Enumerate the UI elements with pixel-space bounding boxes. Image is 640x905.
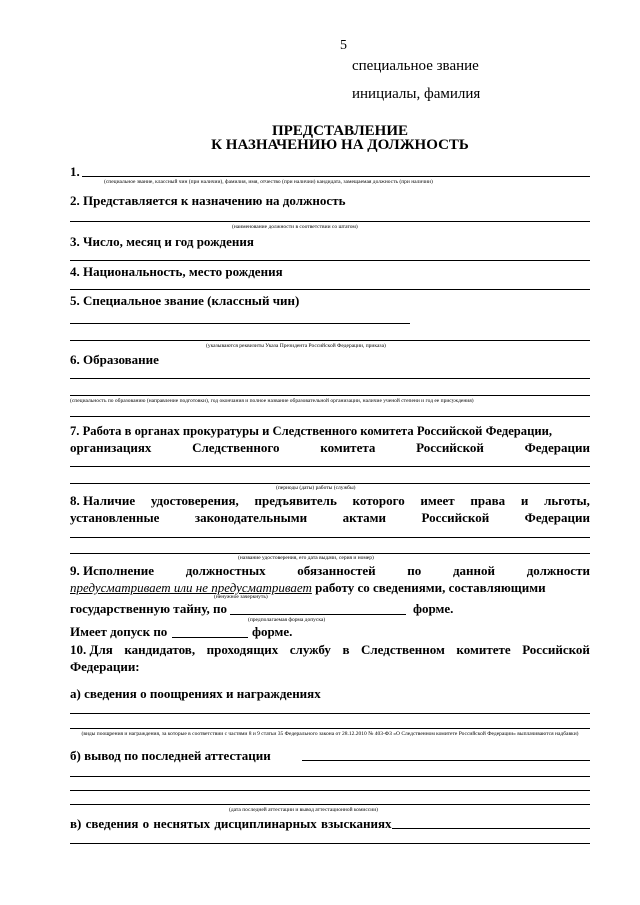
word: которого: [352, 493, 405, 508]
word: права: [470, 493, 506, 508]
word: в: [342, 642, 350, 657]
word: Федерации: [524, 510, 590, 525]
section-9-caption-strike: (ненужное зачеркнуть): [214, 594, 268, 600]
word: должностных: [185, 563, 266, 578]
section-9-italic-choice: предусматривает или не предусматривает: [70, 580, 312, 595]
section-5-field-1[interactable]: [70, 323, 410, 324]
header-rank: специальное звание: [352, 58, 479, 74]
section-8-field-1[interactable]: [70, 537, 590, 538]
section-5-field-2[interactable]: [70, 340, 590, 341]
word: комитета: [320, 440, 376, 455]
section-10c-field-2[interactable]: [70, 843, 590, 844]
section-9-line1: [70, 563, 590, 579]
section-6-field-2[interactable]: [70, 395, 590, 396]
section-3-label: 3. Число, месяц и год рождения: [70, 234, 254, 249]
section-8-line2: [70, 510, 590, 526]
word: актами: [342, 510, 386, 525]
section-2-label: 2. Представляется к назначению на должность: [70, 193, 346, 208]
section-9-form-field[interactable]: [230, 614, 406, 615]
doc-title-line2: К НАЗНАЧЕНИЮ НА ДОЛЖНОСТЬ: [211, 137, 469, 153]
section-7-line1: 7. Работа в органах прокуратуры и Следственного комитета Российской Федерации,: [70, 424, 552, 438]
word: и: [520, 493, 529, 508]
word: имеет: [420, 493, 455, 508]
section-8-field-2[interactable]: [70, 553, 590, 554]
word: законодательными: [194, 510, 308, 525]
section-7-caption: (периоды (даты) работы (службы): [276, 485, 356, 491]
section-10b-field-2[interactable]: [70, 776, 590, 777]
section-9-line2-rest: работу со сведениями, составляющими: [315, 580, 546, 595]
section-9-access-end: форме.: [252, 624, 293, 639]
section-9-line3-start: государственную тайну, по: [70, 601, 227, 616]
header-name: инициалы, фамилия: [352, 86, 481, 102]
section-6-caption: (специальность по образованию (направление подготовки), год окончания и полное название образовательной организации, наличие ученой степени и год ее присуждения): [70, 398, 474, 404]
word: Следственном: [361, 642, 445, 657]
section-1-caption: (специальное звание, классный чин (при наличии), фамилия, имя, отчество (при наличии) кандидата, замещаемая должность (при наличии): [104, 179, 433, 185]
section-8-caption: (название удостоверения, его дата выдачи, серия и номер): [238, 555, 374, 561]
word: Российской: [421, 510, 490, 525]
section-8-line1: [70, 493, 590, 509]
section-10b-field-1[interactable]: [302, 760, 590, 761]
word: службу: [289, 642, 331, 657]
word: комитете: [456, 642, 511, 657]
section-7-line2: [70, 440, 590, 456]
section-9-caption-form: (предполагаемая форма допуска): [248, 617, 326, 623]
word: 8. Наличие: [70, 493, 136, 508]
section-10b-caption: (дата последней аттестации и вывод аттестационной комиссии): [229, 807, 378, 813]
section-10a-field-1[interactable]: [70, 713, 590, 714]
word: Российской: [522, 642, 590, 657]
word: проходящих: [206, 642, 279, 657]
section-10a-caption: (виды поощрения и награждения, за которые в соответствии с частями 8 и 9 статьи 35 Федерального закона от 28.12.2010 № 403-ФЗ «О Следственном комитете Российской Федерации» выплачиваются надбавки): [81, 731, 579, 737]
section-10c-field-1[interactable]: [392, 828, 590, 829]
word: должности: [526, 563, 590, 578]
word: кандидатов,: [124, 642, 196, 657]
word: Российской: [416, 440, 484, 455]
word: 9. Исполнение: [70, 563, 155, 578]
section-10b-field-3[interactable]: [70, 790, 590, 791]
section-9-access-field[interactable]: [172, 637, 248, 638]
section-9-line2: [70, 580, 546, 596]
section-9-line3-end: форме.: [413, 601, 454, 616]
word: обязанностей: [297, 563, 376, 578]
section-4-field[interactable]: [70, 289, 590, 290]
page-number: 5: [340, 38, 347, 53]
section-6-label: 6. Образование: [70, 352, 159, 367]
section-5-label: 5. Специальное звание (классный чин): [70, 293, 300, 308]
section-10-line2: Федерации:: [70, 659, 140, 674]
section-5-caption: (указываются реквизиты Указа Президента Российской Федерации, приказа): [206, 343, 386, 349]
word: Следственного: [192, 440, 280, 455]
word: удостоверения,: [150, 493, 239, 508]
section-2-caption: (наименование должности в соответствии со штатом): [232, 224, 358, 230]
word: 10. Для: [70, 642, 113, 657]
word: льготы,: [544, 493, 590, 508]
doc-title-line1: ПРЕДСТАВЛЕНИЕ: [271, 123, 409, 139]
section-1-num: 1.: [70, 164, 80, 179]
word: Федерации: [524, 440, 590, 455]
section-7-field-2[interactable]: [70, 483, 590, 484]
section-6-field-3[interactable]: [70, 416, 590, 417]
section-10a-field-2[interactable]: [70, 728, 590, 729]
section-7-field-1[interactable]: [70, 466, 590, 467]
section-10-line1: [70, 642, 590, 658]
section-4-label: 4. Национальность, место рождения: [70, 264, 283, 279]
section-6-field-1[interactable]: [70, 378, 590, 379]
word: организациях: [70, 440, 152, 455]
word: установленные: [70, 510, 160, 525]
section-10b-field-4[interactable]: [70, 804, 590, 805]
section-3-field[interactable]: [70, 260, 590, 261]
section-2-field[interactable]: [70, 221, 590, 222]
word: предъявитель: [254, 493, 337, 508]
word: по: [407, 563, 422, 578]
section-10b-label: б) вывод по последней аттестации: [70, 748, 271, 763]
word: данной: [452, 563, 496, 578]
section-10c-label: в) сведения о неснятых дисциплинарных взысканиях: [70, 816, 392, 831]
section-10a-label: а) сведения о поощрениях и награждениях: [70, 686, 321, 701]
section-9-access-start: Имеет допуск по: [70, 624, 168, 639]
section-1-field[interactable]: [82, 176, 590, 177]
